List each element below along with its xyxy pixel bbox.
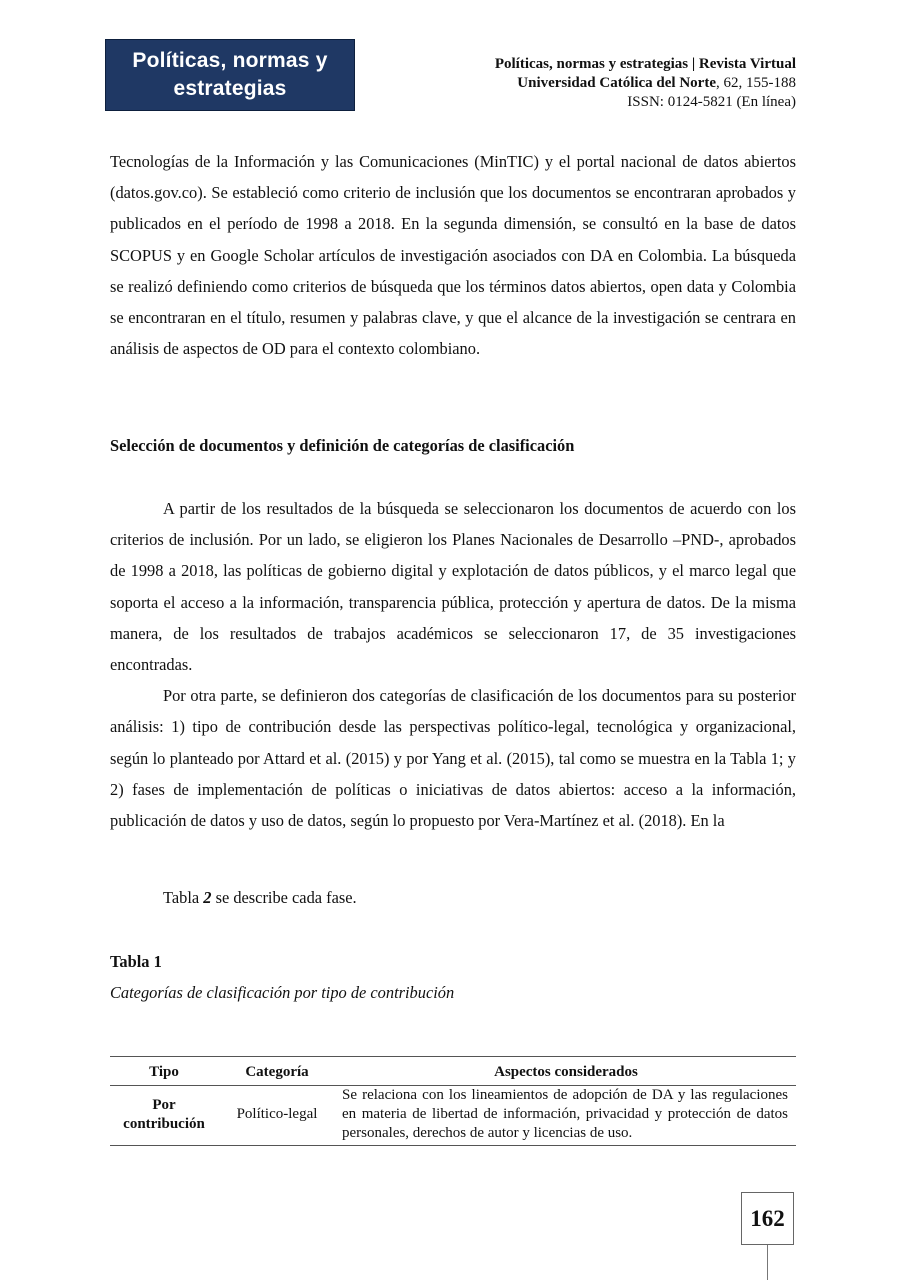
journal-issue bbox=[495, 74, 796, 93]
journal-title: Políticas, normas y estrategias | Revista Virtual bbox=[494, 56, 796, 72]
page-number-rule bbox=[767, 1245, 768, 1280]
badge-line-1: Políticas, normas y bbox=[132, 49, 328, 72]
table-caption: Categorías de clasificación por tipo de contribución bbox=[110, 983, 455, 1002]
table-label: Tabla 1 bbox=[110, 952, 162, 971]
classification-table bbox=[110, 1056, 796, 1146]
body-paragraph-4 bbox=[110, 882, 796, 913]
cell-categoria: Político-legal bbox=[218, 1086, 336, 1146]
table-ref-suffix: se describe cada fase. bbox=[211, 888, 357, 907]
body-paragraph-2: A partir de los resultados de la búsqueda se seleccionaron los documentos de acuerdo con los criterios de inclusión. Por un lado, se eligieron los Planes Nacionales de Desarrollo –PND-, aprobados de 1998 a 2018, las políticas de gobierno digital y explotación de datos públicos, y el marco legal que soporta el acceso a la información, transparencia pública, protección y apertura de datos. De la misma manera, de los resultados de trabajos académicos se seleccionaron 17, de 35 investigaciones encontradas. bbox=[110, 499, 796, 675]
body-paragraphs-container bbox=[110, 493, 796, 836]
cell-aspectos: Se relaciona con los lineamientos de adopción de DA y las regulaciones en materia de libertad de información, privacidad y protección de datos personales, derechos de autor y licencias de uso. bbox=[336, 1086, 796, 1146]
body-paragraph-4-container bbox=[110, 882, 796, 913]
table-row bbox=[110, 1086, 796, 1146]
journal-header bbox=[495, 55, 796, 112]
table-ref-prefix: Tabla bbox=[163, 888, 204, 907]
issn: ISSN: 0124-5821 (En línea) bbox=[627, 94, 796, 110]
table-label-block bbox=[110, 946, 454, 1008]
page-number: 162 bbox=[741, 1192, 794, 1245]
body-paragraph-1-container bbox=[110, 146, 796, 364]
journal-section-badge bbox=[105, 39, 355, 111]
table-header-row bbox=[110, 1057, 796, 1086]
header-aspectos: Aspectos considerados bbox=[336, 1057, 796, 1086]
cell-tipo: Por contribución bbox=[110, 1086, 218, 1146]
issue-pages: , 62, 155-188 bbox=[716, 75, 796, 91]
section-heading: Selección de documentos y definición de categorías de clasificación bbox=[110, 436, 575, 455]
university-name: Universidad Católica del Norte bbox=[517, 75, 716, 91]
header-tipo: Tipo bbox=[110, 1057, 218, 1086]
body-paragraph-3: Por otra parte, se definieron dos categorías de clasificación de los documentos para su posterior análisis: 1) tipo de contribución desde las perspectivas político-legal, tecnológica y organizacional, según lo planteado por Attard et al. (2015) y por Yang et al. (2015), tal como se muestra en la Tabla 1; y 2) fases de implementación de políticas o iniciativas de datos abiertos: acceso a la información, publicación de datos y uso de datos, según lo propuesto por Vera-Martínez et al. (2018). En la bbox=[110, 686, 796, 831]
table-ref-number: 2 bbox=[203, 888, 212, 907]
body-paragraph-1: Tecnologías de la Información y las Comunicaciones (MinTIC) y el portal nacional de datos abiertos (datos.gov.co). Se estableció como criterio de inclusión que los documentos se encontraran aprobados y publicados en el período de 1998 a 2018. En la segunda dimensión, se consultó en la base de datos SCOPUS y en Google Scholar artículos de investigación asociados con DA en Colombia. La búsqueda se realizó definiendo como criterios de búsqueda que los términos datos abiertos, open data y Colombia se encontraran en el título, resumen y palabras clave, y que el alcance de la investigación se centrara en análisis de aspectos de OD para el contexto colombiano. bbox=[110, 152, 796, 359]
header-categoria: Categoría bbox=[218, 1057, 336, 1086]
badge-line-2: estrategias bbox=[173, 77, 287, 100]
